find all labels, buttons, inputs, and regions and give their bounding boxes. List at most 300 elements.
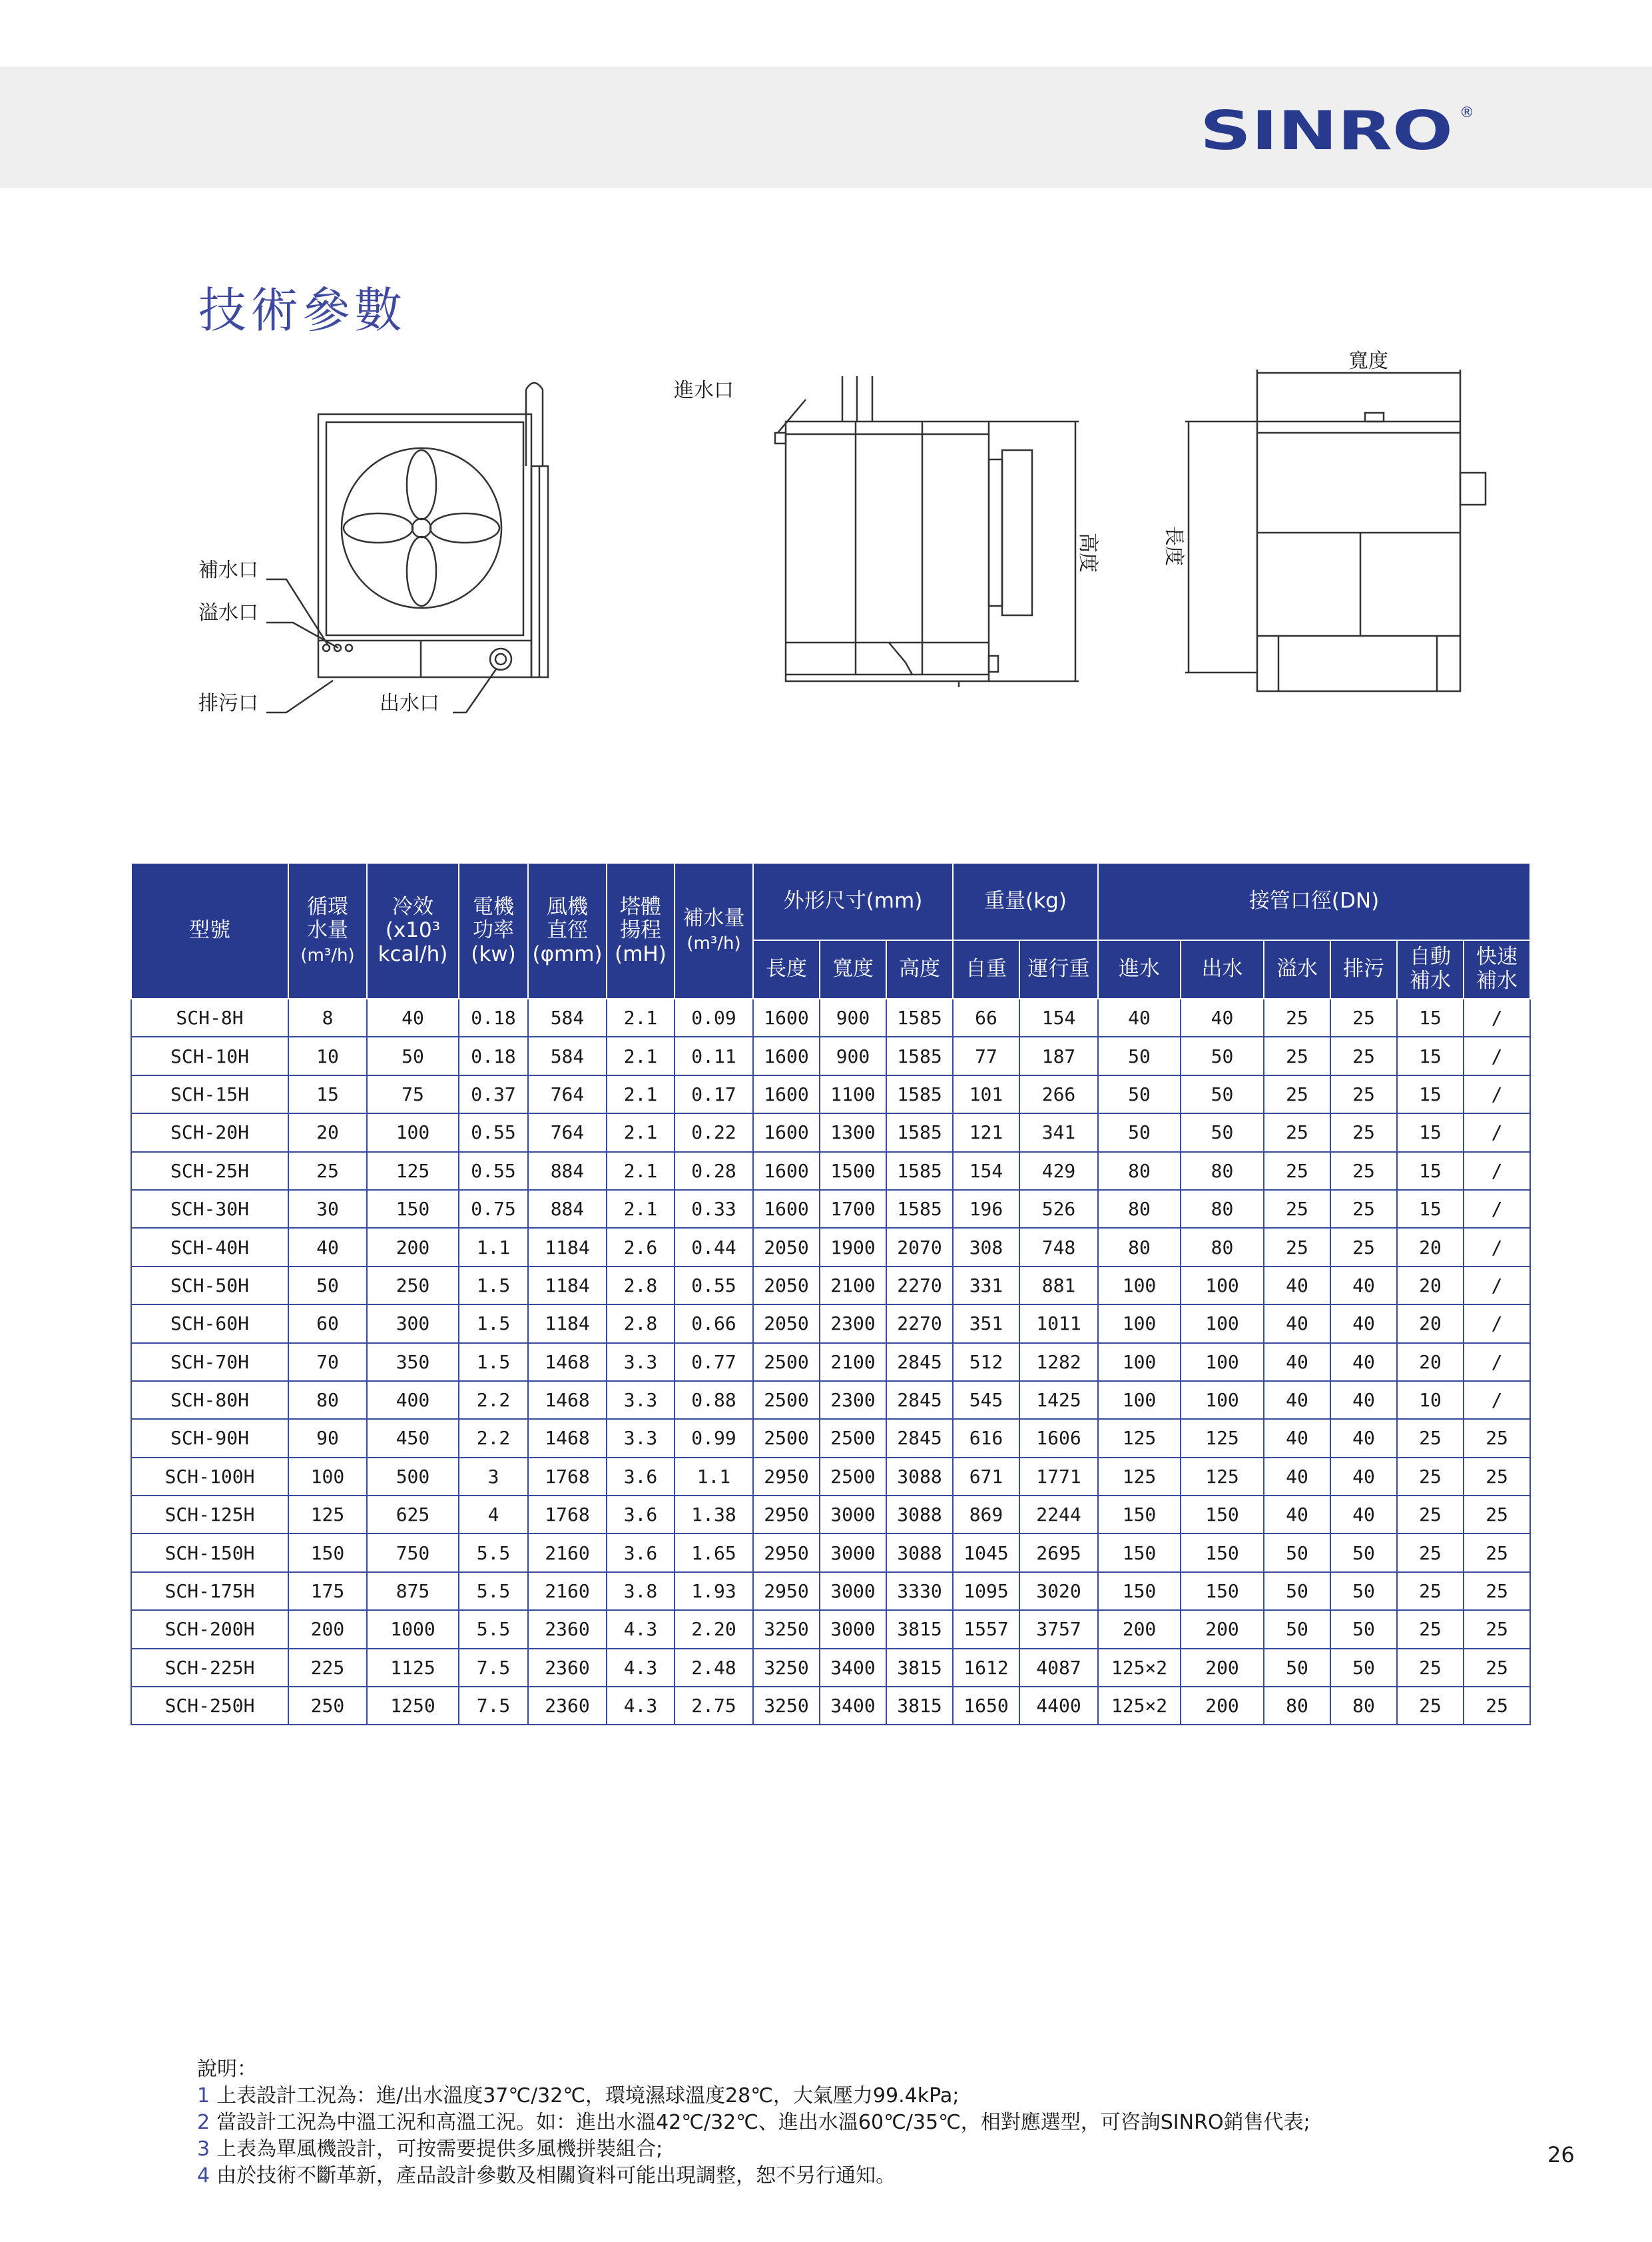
table-cell: 25 <box>1330 1152 1397 1190</box>
th-cooling <box>367 863 459 999</box>
table-cell: 1771 <box>1019 1458 1098 1496</box>
table-cell: 1300 <box>820 1113 886 1151</box>
table-row <box>131 1228 1530 1266</box>
text: 當設計工況為中溫工況和高溫工況。如：進出水溫42℃/32℃、進出水溫60℃/35℃，相對應選型，可咨詢SINRO銷售代表; <box>216 2111 1310 2134</box>
table-cell: 884 <box>528 1190 607 1228</box>
table-cell: 50 <box>1264 1649 1330 1687</box>
text: 循環 <box>307 894 348 919</box>
table-cell: 2100 <box>820 1343 886 1381</box>
spec-table <box>131 862 1531 1725</box>
table-cell: SCH-30H <box>131 1190 288 1228</box>
table-cell: 1585 <box>886 1152 953 1190</box>
table-cell: 20 <box>1397 1228 1464 1266</box>
table-cell: SCH-10H <box>131 1037 288 1075</box>
table-cell: 4.3 <box>607 1687 675 1725</box>
table-cell: 50 <box>1098 1037 1181 1075</box>
th-overflow: 溢水 <box>1264 940 1330 999</box>
table-cell: 3250 <box>753 1649 820 1687</box>
table-cell: 1425 <box>1019 1381 1098 1419</box>
text: 1 <box>197 2084 210 2107</box>
table-cell: 20 <box>1397 1343 1464 1381</box>
table-cell: 584 <box>528 1037 607 1075</box>
th-length: 長度 <box>753 940 820 999</box>
table-cell: 2500 <box>820 1458 886 1496</box>
table-cell: / <box>1464 1266 1530 1304</box>
table-cell: 15 <box>288 1075 367 1113</box>
text: 上表設計工況為：進/出水溫度37℃/32℃，環境濕球溫度28℃，大氣壓力99.4kPa; <box>216 2084 960 2107</box>
table-cell: 0.33 <box>675 1190 753 1228</box>
table-cell: 1650 <box>953 1687 1019 1725</box>
table-cell: / <box>1464 1152 1530 1190</box>
table-cell: 450 <box>367 1419 459 1457</box>
table-cell: 3.3 <box>607 1381 675 1419</box>
table-cell: 200 <box>1098 1610 1181 1648</box>
table-cell: 200 <box>367 1228 459 1266</box>
table-cell: 40 <box>1264 1266 1330 1304</box>
table-cell: 341 <box>1019 1113 1098 1151</box>
text: 補水量 <box>683 906 745 931</box>
table-cell: 25 <box>1397 1649 1464 1687</box>
table-cell: 2845 <box>886 1419 953 1457</box>
table-cell: 1585 <box>886 1075 953 1113</box>
table-cell: 3 <box>459 1458 528 1496</box>
table-cell: 154 <box>1019 999 1098 1037</box>
table-cell: 2050 <box>753 1266 820 1304</box>
table-cell: 50 <box>1098 1113 1181 1151</box>
table-cell: 25 <box>1330 1228 1397 1266</box>
table-cell: 25 <box>1464 1458 1530 1496</box>
table-cell: 4.3 <box>607 1649 675 1687</box>
table-cell: 80 <box>1330 1687 1397 1725</box>
table-cell: 121 <box>953 1113 1019 1151</box>
th-operating-weight: 運行重 <box>1019 940 1098 999</box>
table-cell: SCH-90H <box>131 1419 288 1457</box>
table-cell: 884 <box>528 1152 607 1190</box>
table-cell: 1.5 <box>459 1304 528 1342</box>
th-makeup <box>675 863 753 999</box>
table-cell: SCH-175H <box>131 1572 288 1610</box>
label-width: 寬度 <box>1348 350 1388 373</box>
table-cell: 250 <box>288 1687 367 1725</box>
table-cell: SCH-40H <box>131 1228 288 1266</box>
table-cell: 3000 <box>820 1610 886 1648</box>
table-row <box>131 1190 1530 1228</box>
page-number: 26 <box>1547 2142 1575 2167</box>
table-cell: 869 <box>953 1496 1019 1534</box>
table-cell: 100 <box>367 1113 459 1151</box>
table-cell: 25 <box>1397 1496 1464 1534</box>
table-cell: 25 <box>1464 1496 1530 1534</box>
table-cell: 1606 <box>1019 1419 1098 1457</box>
table-cell: 25 <box>1330 1190 1397 1228</box>
table-cell: 2500 <box>753 1381 820 1419</box>
table-cell: 15 <box>1397 1152 1464 1190</box>
table-cell: 900 <box>820 999 886 1037</box>
table-cell: 150 <box>1181 1572 1264 1610</box>
table-cell: 2300 <box>820 1381 886 1419</box>
table-cell: 80 <box>1264 1687 1330 1725</box>
table-cell: 200 <box>1181 1649 1264 1687</box>
table-cell: 40 <box>1264 1381 1330 1419</box>
table-cell: 2500 <box>820 1419 886 1457</box>
table-cell: 15 <box>1397 1037 1464 1075</box>
table-cell: 90 <box>288 1419 367 1457</box>
table-cell: 750 <box>367 1534 459 1571</box>
text: kcal/h) <box>378 942 448 966</box>
table-cell: 3815 <box>886 1649 953 1687</box>
table-cell: 25 <box>1464 1534 1530 1571</box>
text: 風機 <box>547 894 588 919</box>
table-cell: 200 <box>288 1610 367 1648</box>
table-cell: 150 <box>1098 1496 1181 1534</box>
table-cell: 0.22 <box>675 1113 753 1151</box>
table-cell: 2.1 <box>607 1037 675 1075</box>
table-cell: 1.38 <box>675 1496 753 1534</box>
table-cell: 0.18 <box>459 999 528 1037</box>
table-cell: 0.37 <box>459 1075 528 1113</box>
table-cell: 0.55 <box>675 1266 753 1304</box>
table-cell: 100 <box>1181 1266 1264 1304</box>
table-cell: / <box>1464 1228 1530 1266</box>
table-row <box>131 1304 1530 1342</box>
cooling-tower-drawing <box>0 333 1652 766</box>
table-cell: 125×2 <box>1098 1687 1181 1725</box>
th-dry-weight: 自重 <box>953 940 1019 999</box>
table-cell: 1095 <box>953 1572 1019 1610</box>
table-cell: 1468 <box>528 1419 607 1457</box>
table-cell: 351 <box>953 1304 1019 1342</box>
table-cell: 3088 <box>886 1534 953 1571</box>
table-cell: 40 <box>1330 1381 1397 1419</box>
table-row <box>131 1572 1530 1610</box>
table-cell: 900 <box>820 1037 886 1075</box>
table-cell: 50 <box>288 1266 367 1304</box>
table-cell: 0.44 <box>675 1228 753 1266</box>
brand-logo <box>1199 97 1478 157</box>
table-cell: 4087 <box>1019 1649 1098 1687</box>
table-row <box>131 999 1530 1037</box>
table-cell: 100 <box>1098 1266 1181 1304</box>
table-cell: 1.93 <box>675 1572 753 1610</box>
table-cell: 0.55 <box>459 1152 528 1190</box>
th-auto-makeup <box>1397 940 1464 999</box>
th-outlet: 出水 <box>1181 940 1264 999</box>
table-cell: 2.1 <box>607 1075 675 1113</box>
table-cell: 100 <box>1098 1381 1181 1419</box>
label-makeup-water: 補水口 <box>198 559 258 582</box>
table-cell: 2.20 <box>675 1610 753 1648</box>
th-inlet: 進水 <box>1098 940 1181 999</box>
text: 由於技術不斷革新，產品設計參數及相關資料可能出現調整，恕不另行通知。 <box>216 2164 896 2187</box>
table-cell: 50 <box>367 1037 459 1075</box>
table-cell: 1900 <box>820 1228 886 1266</box>
table-cell: 308 <box>953 1228 1019 1266</box>
table-cell: 1011 <box>1019 1304 1098 1342</box>
table-cell: 2.8 <box>607 1266 675 1304</box>
table-cell: 1000 <box>367 1610 459 1648</box>
table-cell: 2070 <box>886 1228 953 1266</box>
th-pipes: 接管口徑(DN) <box>1098 863 1530 940</box>
table-cell: 0.09 <box>675 999 753 1037</box>
table-cell: 0.11 <box>675 1037 753 1075</box>
table-cell: 1184 <box>528 1228 607 1266</box>
table-cell: 125 <box>1098 1419 1181 1457</box>
table-cell: 100 <box>1181 1343 1264 1381</box>
table-cell: 1.65 <box>675 1534 753 1571</box>
table-cell: 1600 <box>753 1075 820 1113</box>
table-row <box>131 1419 1530 1457</box>
table-cell: 70 <box>288 1343 367 1381</box>
text: 冷效 <box>392 894 433 919</box>
table-cell: 40 <box>1330 1304 1397 1342</box>
table-cell: SCH-60H <box>131 1304 288 1342</box>
text: (φmm) <box>532 942 603 966</box>
text: 電機 <box>473 894 514 919</box>
table-cell: 1.5 <box>459 1266 528 1304</box>
table-cell: 616 <box>953 1419 1019 1457</box>
table-cell: 1250 <box>367 1687 459 1725</box>
table-cell: 125 <box>1181 1419 1264 1457</box>
table-cell: SCH-125H <box>131 1496 288 1534</box>
table-cell: 25 <box>1464 1572 1530 1610</box>
table-cell: 100 <box>1098 1343 1181 1381</box>
table-cell: 25 <box>1264 1228 1330 1266</box>
table-cell: 1500 <box>820 1152 886 1190</box>
table-cell: 875 <box>367 1572 459 1610</box>
table-cell: 4400 <box>1019 1687 1098 1725</box>
table-cell: 3000 <box>820 1572 886 1610</box>
table-cell: 40 <box>1264 1458 1330 1496</box>
table-cell: / <box>1464 1304 1530 1342</box>
table-cell: 1468 <box>528 1381 607 1419</box>
table-cell: 3330 <box>886 1572 953 1610</box>
table-cell: 125 <box>288 1496 367 1534</box>
table-cell: 3000 <box>820 1534 886 1571</box>
table-cell: 3.6 <box>607 1496 675 1534</box>
table-cell: 40 <box>1264 1496 1330 1534</box>
table-cell: 2244 <box>1019 1496 1098 1534</box>
table-cell: 20 <box>288 1113 367 1151</box>
table-cell: 2.1 <box>607 999 675 1037</box>
table-cell: 350 <box>367 1343 459 1381</box>
table-cell: 200 <box>1181 1687 1264 1725</box>
text: (x10³ <box>385 918 441 943</box>
table-cell: 25 <box>1264 1037 1330 1075</box>
table-row <box>131 1649 1530 1687</box>
table-cell: 25 <box>1397 1610 1464 1648</box>
table-cell: 80 <box>1098 1152 1181 1190</box>
note-item <box>197 2083 1310 2109</box>
table-cell: 25 <box>1397 1458 1464 1496</box>
table-cell: 50 <box>1098 1075 1181 1113</box>
table-row <box>131 1687 1530 1725</box>
table-cell: SCH-80H <box>131 1381 288 1419</box>
table-cell: 1100 <box>820 1075 886 1113</box>
table-cell: 1600 <box>753 999 820 1037</box>
th-fan <box>528 863 607 999</box>
table-cell: SCH-250H <box>131 1687 288 1725</box>
note-item <box>197 2109 1310 2136</box>
table-cell: 748 <box>1019 1228 1098 1266</box>
table-cell: 25 <box>1464 1419 1530 1457</box>
table-cell: 2270 <box>886 1304 953 1342</box>
table-cell: 50 <box>1264 1572 1330 1610</box>
table-cell: 0.88 <box>675 1381 753 1419</box>
table-cell: 25 <box>1330 1037 1397 1075</box>
table-cell: 25 <box>1264 1152 1330 1190</box>
text: (kw) <box>471 942 516 966</box>
table-cell: 40 <box>1330 1419 1397 1457</box>
table-cell: 2100 <box>820 1266 886 1304</box>
table-cell: 3400 <box>820 1687 886 1725</box>
table-cell: 25 <box>1264 1113 1330 1151</box>
table-cell: SCH-8H <box>131 999 288 1037</box>
table-cell: 0.55 <box>459 1113 528 1151</box>
table-cell: 25 <box>1330 999 1397 1037</box>
table-row <box>131 1075 1530 1113</box>
table-cell: 3088 <box>886 1496 953 1534</box>
table-cell: 1600 <box>753 1152 820 1190</box>
table-cell: 1184 <box>528 1304 607 1342</box>
table-cell: 50 <box>1330 1610 1397 1648</box>
table-cell: 0.28 <box>675 1152 753 1190</box>
table-cell: 3000 <box>820 1496 886 1534</box>
table-cell: 1768 <box>528 1458 607 1496</box>
table-cell: 15 <box>1397 1113 1464 1151</box>
table-cell: 2950 <box>753 1572 820 1610</box>
table-cell: 2695 <box>1019 1534 1098 1571</box>
table-cell: 100 <box>1098 1304 1181 1342</box>
spec-table-body <box>131 999 1530 1725</box>
table-cell: / <box>1464 1113 1530 1151</box>
table-cell: 40 <box>1330 1343 1397 1381</box>
table-cell: 125 <box>367 1152 459 1190</box>
table-cell: 25 <box>1464 1610 1530 1648</box>
table-cell: 3400 <box>820 1649 886 1687</box>
table-row <box>131 1152 1530 1190</box>
table-cell: 2.2 <box>459 1381 528 1419</box>
table-cell: 1700 <box>820 1190 886 1228</box>
table-cell: 2845 <box>886 1381 953 1419</box>
table-cell: 2300 <box>820 1304 886 1342</box>
table-cell: 66 <box>953 999 1019 1037</box>
th-weight: 重量(kg) <box>953 863 1098 940</box>
table-cell: 40 <box>1330 1496 1397 1534</box>
table-cell: 3815 <box>886 1687 953 1725</box>
table-cell: 80 <box>1181 1228 1264 1266</box>
table-cell: 187 <box>1019 1037 1098 1075</box>
th-head <box>607 863 675 999</box>
table-cell: 2.8 <box>607 1304 675 1342</box>
table-cell: 0.75 <box>459 1190 528 1228</box>
table-cell: 50 <box>1330 1534 1397 1571</box>
table-cell: 3757 <box>1019 1610 1098 1648</box>
text: 補水 <box>1476 969 1518 993</box>
table-cell: 671 <box>953 1458 1019 1496</box>
table-cell: 1282 <box>1019 1343 1098 1381</box>
table-cell: 80 <box>1098 1228 1181 1266</box>
table-cell: 625 <box>367 1496 459 1534</box>
table-cell: 150 <box>1098 1534 1181 1571</box>
notes <box>197 2056 1310 2189</box>
table-cell: 2.75 <box>675 1687 753 1725</box>
table-cell: 25 <box>1264 1075 1330 1113</box>
table-cell: 80 <box>1181 1190 1264 1228</box>
table-cell: 20 <box>1397 1266 1464 1304</box>
table-cell: / <box>1464 1075 1530 1113</box>
table-cell: 3.3 <box>607 1343 675 1381</box>
table-cell: 331 <box>953 1266 1019 1304</box>
table-cell: / <box>1464 1381 1530 1419</box>
table-cell: 100 <box>288 1458 367 1496</box>
table-cell: 25 <box>288 1152 367 1190</box>
table-cell: 50 <box>1181 1037 1264 1075</box>
table-cell: SCH-100H <box>131 1458 288 1496</box>
table-cell: 40 <box>1264 1343 1330 1381</box>
text: 快速 <box>1476 945 1518 970</box>
table-cell: 25 <box>1330 1075 1397 1113</box>
table-cell: 100 <box>1181 1381 1264 1419</box>
table-cell: 0.77 <box>675 1343 753 1381</box>
table-cell: 15 <box>1397 999 1464 1037</box>
table-cell: 50 <box>1330 1649 1397 1687</box>
table-cell: 150 <box>367 1190 459 1228</box>
note-item <box>197 2163 1310 2189</box>
table-cell: 3.6 <box>607 1458 675 1496</box>
table-cell: 25 <box>1397 1534 1464 1571</box>
table-cell: 15 <box>1397 1190 1464 1228</box>
table-cell: 2950 <box>753 1534 820 1571</box>
table-cell: 2050 <box>753 1228 820 1266</box>
table-cell: 526 <box>1019 1190 1098 1228</box>
table-row <box>131 1266 1530 1304</box>
table-cell: 266 <box>1019 1075 1098 1113</box>
text: 揚程 <box>620 918 661 943</box>
text: 塔體 <box>620 894 661 919</box>
table-cell: / <box>1464 1343 1530 1381</box>
table-cell: 5.5 <box>459 1534 528 1571</box>
table-cell: 30 <box>288 1190 367 1228</box>
table-cell: SCH-50H <box>131 1266 288 1304</box>
table-row <box>131 1343 1530 1381</box>
table-cell: 150 <box>1098 1572 1181 1610</box>
table-cell: 8 <box>288 999 367 1037</box>
table-cell: 250 <box>367 1266 459 1304</box>
table-cell: 80 <box>1181 1152 1264 1190</box>
table-cell: 25 <box>1464 1687 1530 1725</box>
table-cell: 200 <box>1181 1610 1264 1648</box>
table-cell: 1585 <box>886 1113 953 1151</box>
table-cell: 40 <box>1264 1419 1330 1457</box>
table-cell: 1045 <box>953 1534 1019 1571</box>
table-cell: 400 <box>367 1381 459 1419</box>
label-overflow: 溢水口 <box>198 601 258 625</box>
table-cell: 5.5 <box>459 1572 528 1610</box>
th-model: 型號 <box>131 863 288 999</box>
text: (mH) <box>615 942 667 966</box>
th-quick-makeup <box>1464 940 1530 999</box>
table-cell: 1.1 <box>459 1228 528 1266</box>
table-cell: 80 <box>288 1381 367 1419</box>
table-row <box>131 1610 1530 1648</box>
table-cell: 50 <box>1181 1113 1264 1151</box>
table-cell: 10 <box>288 1037 367 1075</box>
table-cell: 7.5 <box>459 1687 528 1725</box>
table-cell: / <box>1464 999 1530 1037</box>
table-cell: 3020 <box>1019 1572 1098 1610</box>
table-cell: 2.1 <box>607 1152 675 1190</box>
table-cell: 2500 <box>753 1419 820 1457</box>
